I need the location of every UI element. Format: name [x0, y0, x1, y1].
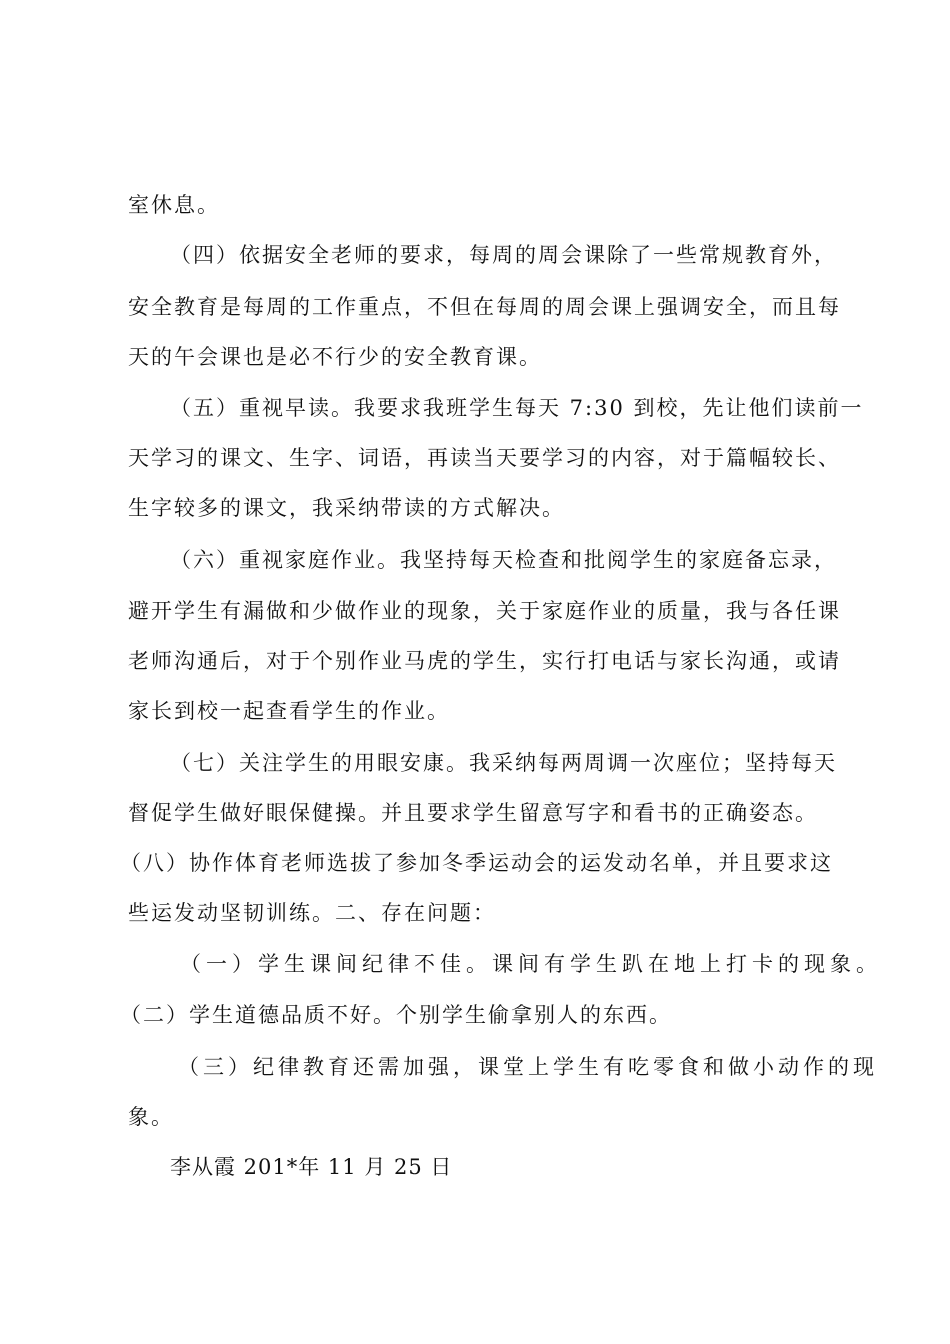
text-line: 天的午会课也是必不行少的安全教育课。 [128, 345, 542, 369]
text-line: （七）关注学生的用眼安康。我采纳每两周调一次座位；坚持每天 [170, 751, 837, 775]
signature-date: 李从霞 201*年 11 月 25 日 [170, 1155, 453, 1179]
text-line: 室休息。 [128, 193, 220, 217]
text-line: 老师沟通后，对于个别作业马虎的学生，实行打电话与家长沟通，或请 [128, 649, 841, 673]
text-line: 避开学生有漏做和少做作业的现象，关于家庭作业的质量，我与各任课 [128, 599, 841, 623]
text-line: （一）学生课间纪律不佳。课间有学生趴在地上打卡的现象。 [180, 952, 882, 976]
text-line: （六）重视家庭作业。我坚持每天检查和批阅学生的家庭备忘录， [170, 548, 837, 572]
text-line: （五）重视早读。我要求我班学生每天 7:30 到校，先让他们读前一 [170, 396, 864, 420]
text-line: 象。 [128, 1105, 174, 1129]
text-line: 安全教育是每周的工作重点，不但在每周的周会课上强调安全，而且每 [128, 295, 841, 319]
text-line: （二）学生道德品质不好。个别学生偷拿别人的东西。 [120, 1003, 672, 1027]
text-line: 天学习的课文、生字、词语，再读当天要学习的内容，对于篇幅较长、 [128, 446, 841, 470]
text-line: 生字较多的课文，我采纳带读的方式解决。 [128, 496, 565, 520]
text-line: 督促学生做好眼保健操。并且要求学生留意写字和看书的正确姿态。 [128, 801, 818, 825]
text-line: 家长到校一起查看学生的作业。 [128, 699, 450, 723]
text-line: （三）纪律教育还需加强，课堂上学生有吃零食和做小动作的现 [178, 1055, 878, 1079]
text-line: （四）依据安全老师的要求，每周的周会课除了一些常规教育外， [170, 243, 837, 267]
text-line: 些运发动坚韧训练。二、存在问题： [128, 901, 496, 925]
text-line: （八）协作体育老师选拔了参加冬季运动会的运发动名单，并且要求这 [120, 851, 833, 875]
